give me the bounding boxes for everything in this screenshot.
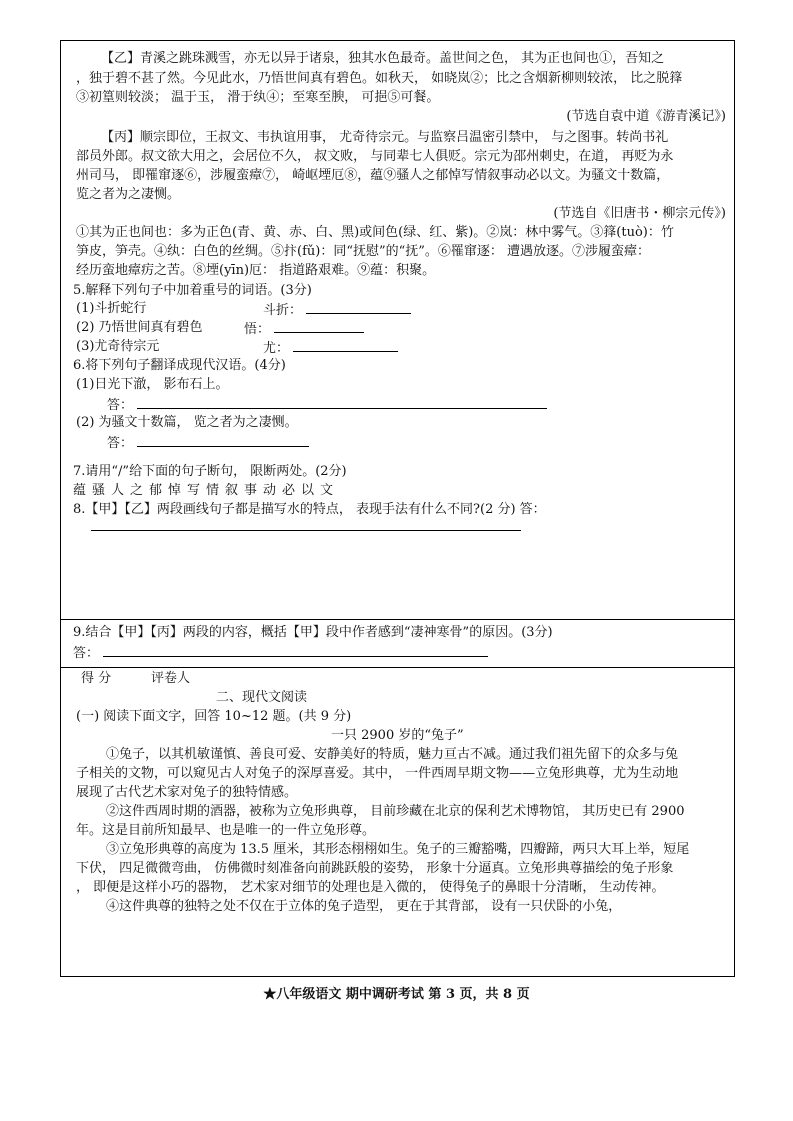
- q5-word: 斗折：: [263, 303, 303, 318]
- annotation-line: 经历蛮地瘴疠之苦。⑧堙(yīn)厄： 指道路艰难。⑨蕴：积聚。: [76, 263, 436, 278]
- score-label: 得 分: [81, 671, 112, 686]
- q5-answer-field[interactable]: [274, 318, 364, 333]
- answer-label: 答：: [73, 646, 100, 661]
- answer-label: 答：: [107, 436, 134, 451]
- q5-sentence: (2) 乃悟世间真有碧色: [76, 320, 203, 335]
- passage-yi-line: ，独于碧不甚了然。今见此水，乃悟世间真有碧色。如秋天， 如晓岚②；比之含烟新柳则较浓， 比之脱箨: [76, 71, 683, 86]
- passage-bing-line: 览之者为之凄恻。: [76, 187, 181, 202]
- passage-yi-line: ③初篁则较淡； 温于玉， 滑于纨④；至寒至腴， 可挹⑤可餐。: [76, 90, 440, 105]
- question-9-title: 9.结合【甲】【丙】两段的内容，概括【甲】段中作者感到“凄神寒骨”的原因。(3分): [73, 625, 553, 640]
- q8-answer-line[interactable]: [91, 530, 521, 531]
- article-title: 一只 2900 岁的“兔子”: [331, 728, 464, 743]
- article-line: 年。这是目前所知最早、也是唯一的一件立兔形尊。: [76, 823, 376, 838]
- question-8-title: 8.【甲】【乙】两段画线句子都是描写水的特点， 表现手法有什么不同?(2 分) 答：: [73, 502, 546, 517]
- answer-label: 答：: [107, 398, 134, 413]
- passage-bing-line: 部员外郎。叔文欲大用之，会居位不久， 叔文败， 与同辈七人俱贬。宗元为邵州刺史，在道， 再贬为永: [76, 149, 674, 164]
- exam-page: [60, 40, 735, 977]
- article-line: ， 即便是这样小巧的器物， 艺术家对细节的处理也是入微的， 使得兔子的鼻眼十分清晰， 生动传神。: [76, 880, 665, 895]
- q5-answer-row: [263, 337, 726, 358]
- q5-answer-field[interactable]: [293, 337, 398, 352]
- article-line: 下伏， 四足微微弯曲， 仿佛微时刻准备向前跳跃般的姿势， 形象十分逼真。立兔形典尊描绘的兔子形象: [76, 861, 674, 876]
- article-line: ③立兔形典尊的高度为 13.5 厘米，其形态栩栩如生。兔子的三瓣豁嘴，四瓣蹄，两只大耳上举，短尾: [106, 842, 690, 857]
- q9-answer-row: [73, 642, 726, 663]
- passage-yi-source: (节选自袁中道《游青溪记》): [566, 109, 726, 124]
- q6-answer-row-2: [107, 432, 726, 453]
- grader-label: 评卷人: [151, 671, 191, 686]
- article-line: 子相关的文物，可以窥见古人对兔子的深厚喜爱。其中， 一件西周早期文物——立兔形典尊，尤为生动地: [76, 766, 679, 781]
- q6-answer-field-1[interactable]: [137, 394, 547, 409]
- q5-sentence: (1)斗折蛇行: [76, 301, 147, 316]
- passage-yi-line: 【乙】青溪之跳珠溅雪，亦无以异于诸泉，独其水色最奇。盖世间之色， 其为正也间也①，吾知之: [101, 51, 665, 66]
- question-6-title: 6.将下列句子翻译成现代汉语。(4分): [73, 358, 286, 373]
- q6-sentence-2: (2) 为骚文十数篇， 览之者为之凄恻。: [76, 415, 298, 430]
- question-7-title: 7.请用“/”给下面的句子断句， 限断两处。(2分): [73, 464, 347, 479]
- page-footer: ★八年级语文 期中调研考试 第 3 页，共 8 页: [263, 987, 530, 1002]
- modern-reading-section: [61, 667, 734, 977]
- passage-bing-source: (节选自《旧唐书・柳宗元传》): [553, 206, 726, 221]
- q5-sentence: (3)尤奇待宗元: [76, 339, 160, 354]
- annotation-line: 笋皮，笋壳。④纨：白色的丝绸。⑤抃(fǔ)：同“抚慰”的“抚”。⑥罹窜逐： 遭遇放逐。⑦涉履蛮瘴：: [76, 244, 651, 259]
- q5-answer-row: [263, 299, 726, 320]
- question-9-section: [61, 619, 734, 668]
- q6-sentence-1: (1)日光下澈， 影布石上。: [76, 377, 229, 392]
- q6-answer-field-2[interactable]: [137, 432, 309, 447]
- q7-sentence[interactable]: 蕴骚人之郁悼写情叙事动必以文: [73, 483, 340, 498]
- q6-answer-row-1: [107, 394, 726, 415]
- article-line: ①兔子，以其机敏谨慎、善良可爱、安静美好的特质，魅力亘古不减。通过我们祖先留下的众多与兔: [106, 747, 679, 762]
- annotation-line: ①其为正也间也：多为正色(青、黄、赤、白、黑)或间色(绿、红、紫)。②岚：林中雾气。③箨(tuò)：竹: [76, 225, 674, 240]
- q5-answer-field[interactable]: [306, 299, 411, 314]
- reading-instruction: (一) 阅读下面文字，回答 10~12 题。(共 9 分): [76, 709, 352, 724]
- passage-bing-line: 【丙】顺宗即位，王叔文、韦执谊用事， 尤奇待宗元。与监察吕温密引禁中， 与之图事。转尚书礼: [101, 130, 669, 145]
- question-5-title: 5.解释下列句子中加着重号的词语。(3分): [73, 283, 312, 298]
- q9-answer-field[interactable]: [103, 642, 488, 657]
- passage-bing-line: 州司马， 即罹窜逐⑥，涉履蛮瘴⑦， 崎岖堙厄⑧，蕴⑨骚人之郁悼写情叙事动必以文。为骚文十数篇，: [76, 168, 670, 183]
- q5-answer-row: [244, 318, 726, 339]
- section-heading: 二、现代文阅读: [216, 690, 308, 705]
- classical-reading-section: [61, 41, 734, 620]
- q5-word: 悟：: [244, 322, 271, 337]
- article-line: 展现了古代艺术家对兔子的独特情感。: [76, 785, 298, 800]
- article-line: ④这件典尊的独特之处不仅在于立体的兔子造型， 更在于其背部， 设有一只伏卧的小兔，: [106, 899, 622, 914]
- q5-word: 尤：: [263, 341, 290, 356]
- article-line: ②这件西周时期的酒器，被称为立兔形典尊， 目前珍藏在北京的保利艺术博物馆， 其历史已有 2900: [106, 804, 685, 819]
